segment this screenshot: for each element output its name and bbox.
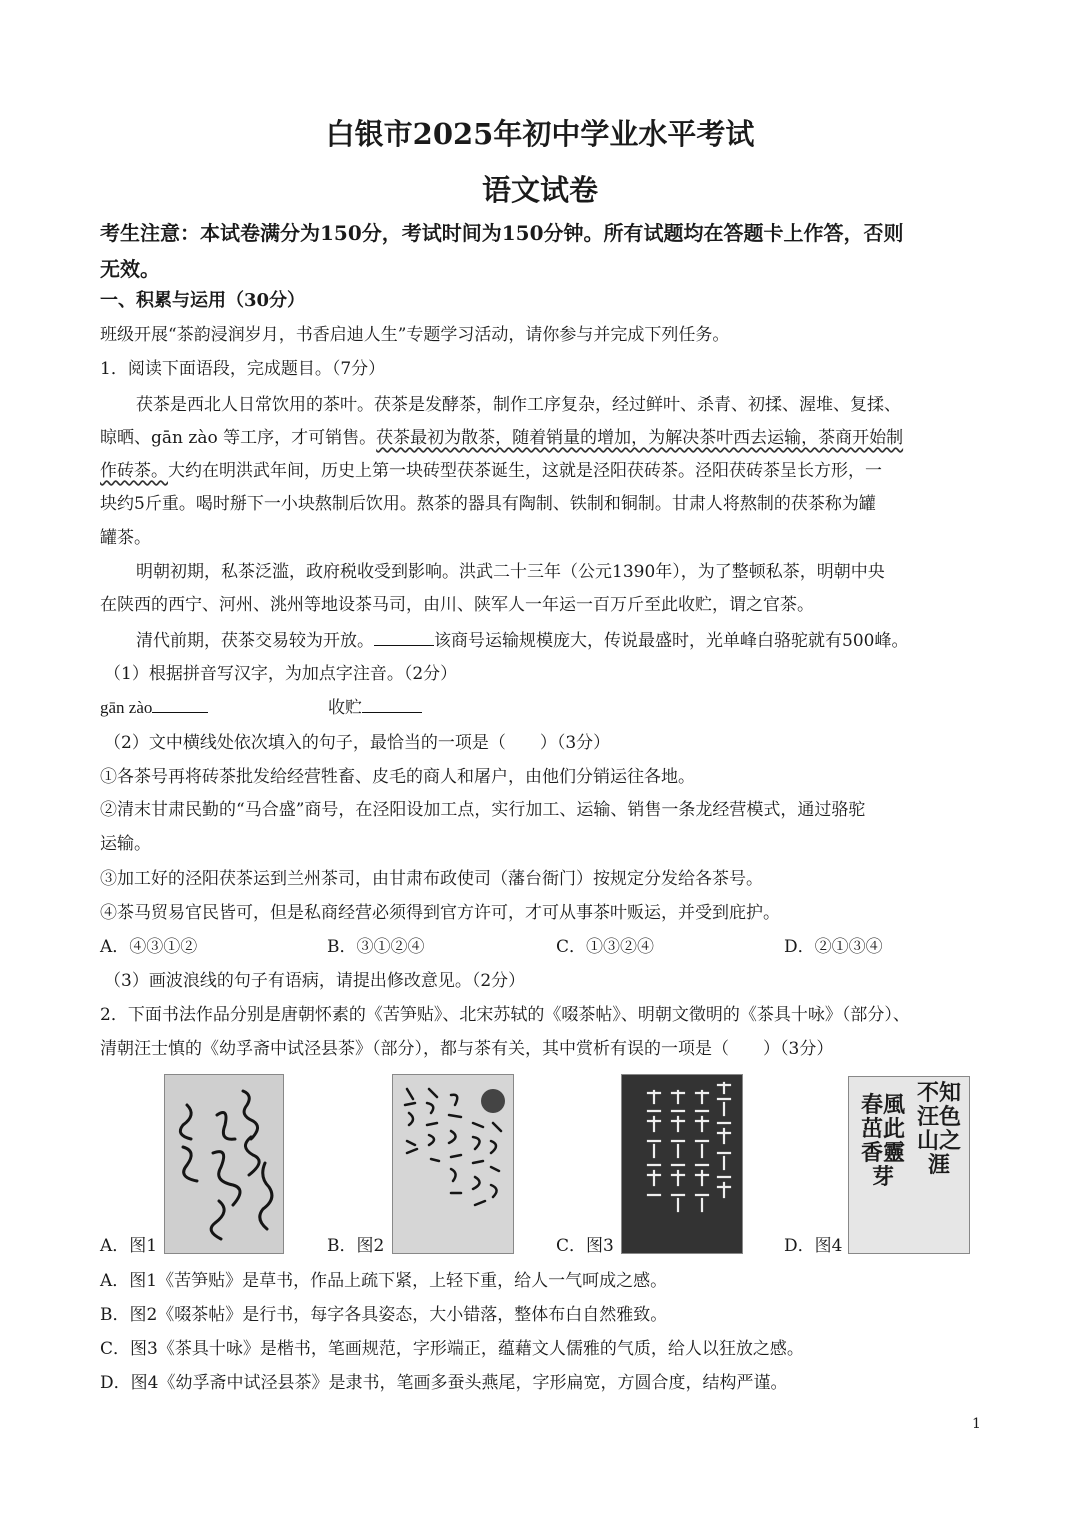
exam-subtitle: 语文试卷 [481,173,598,207]
passage-text: 晾晒、gān zào 等工序，才可销售。 [100,428,377,448]
answer-line-2 [328,694,422,721]
calligraphy-figure-3 [621,1074,743,1254]
wavy-sentence: 茯茶最初为散茶，随着销量的增加，为解决茶叶西去运输，茶商开始制 [376,428,904,448]
cursive-brush-strokes [165,1075,283,1253]
section-heading: 一、积累与运用（30分） [100,290,306,311]
figure-label-3: C．图3 [556,1236,614,1256]
question-1-2: （2）文中横线处依次填入的句子，最恰当的一项是（ ）（3分） [104,733,611,753]
q1-2-option-a: A．④③①② [100,937,198,957]
question-1-3: （3）画波浪线的句子有语病，请提出修改意见。（2分） [104,971,526,991]
q2-option-d: D．图4《幼孚斋中试泾县茶》是隶书，笔画多蚕头燕尾，字形扁宽，方圆合度，结构严谨。 [100,1373,788,1393]
clerical-text-column-1: 不知汪色山之涯 [916,1080,961,1178]
pinyin-label: gān zào [100,698,153,717]
page-number: 1 [972,1416,981,1432]
calligraphy-figure-1 [164,1074,284,1254]
exam-title: 白银市2025年初中学业水平考试 [325,117,755,151]
clerical-text-column-2: 春風茁此香靈芽 [860,1092,905,1190]
figure-label-2: B．图2 [327,1236,385,1256]
notice-line-1: 考生注意：本试卷满分为150分，考试时间为150分钟。所有试题均在答题卡上作答，否则 [100,221,904,245]
question-1-1: （1）根据拼音写汉字，为加点字注音。（2分） [104,664,458,684]
passage-text: 大约在明洪武年间，历史上第一块砖型茯茶诞生，这就是泾阳茯砖茶。泾阳茯砖茶呈长方形，一 [168,461,882,481]
passage-p3 [136,627,908,654]
passage-p2-line-1: 明朝初期，私茶泛滥，政府税收受到影响。洪武二十三年（公元1390年），为了整顿私茶，明朝中央 [136,562,885,582]
answer-blank-2 [362,694,422,713]
activity-intro: 班级开展“茶韵浸润岁月，书香启迪人生”专题学习活动，请你参与并完成下列任务。 [100,325,730,345]
figure-label-1: A．图1 [100,1236,158,1256]
question-2-line-1: 2．下面书法作品分别是唐朝怀素的《苦笋贴》、北宋苏轼的《啜茶帖》、明朝文徵明的《茶具十咏》（部分）、 [100,1005,910,1025]
q2-option-a: A．图1《苦笋贴》是草书，作品上疏下紧，上轻下重，给人一气呵成之感。 [100,1271,668,1291]
calligraphy-figure-4 [848,1076,970,1254]
shouzhu-label: 收贮 [328,698,362,718]
answer-line-1 [100,694,208,721]
passage-p1-line-5: 罐茶。 [100,528,151,548]
question-1-stem: 1．阅读下面语段，完成题目。（7分） [100,359,386,379]
wavy-sentence-end: 作砖茶。 [100,461,168,481]
passage-p1-line-3 [100,458,882,484]
answer-blank-1 [152,694,208,713]
regular-script-strokes [622,1075,742,1253]
question-2-line-2: 清朝汪士慎的《幼孚斋中试泾县茶》（部分），都与茶有关，其中赏析有误的一项是（ ）（3分） [100,1039,834,1059]
passage-p1-line-1: 茯茶是西北人日常饮用的茶叶。茯茶是发酵茶，制作工序复杂，经过鲜叶、杀青、初揉、渥堆、复揉、 [136,395,901,415]
q2-option-b: B．图2《啜茶帖》是行书，每字各具姿态，大小错落，整体布白自然雅致。 [100,1305,668,1325]
sentence-3: ③加工好的泾阳茯茶运到兰州茶司，由甘肃布政使司（藩台衙门）按规定分发给各茶号。 [100,869,763,889]
passage-p1-line-2 [100,425,903,451]
fill-blank [374,627,434,646]
sentence-1: ①各茶号再将砖茶批发给经营牲畜、皮毛的商人和屠户，由他们分销运往各地。 [100,767,695,787]
sentence-4: ④茶马贸易官民皆可，但是私商经营必须得到官方许可，才可从事茶叶贩运，并受到庇护。 [100,903,780,923]
calligraphy-figure-2 [392,1074,514,1254]
sentence-2-line-2: 运输。 [100,834,151,854]
passage-p1-line-4: 块约5斤重。喝时掰下一小块熬制后饮用。熬茶的器具有陶制、铁制和铜制。甘肃人将熬制的茯茶称为罐 [100,494,876,514]
q1-2-option-c: C．①③②④ [556,937,655,957]
notice-line-2: 无效。 [100,257,160,281]
q1-2-option-d: D．②①③④ [784,937,883,957]
q2-option-c: C．图3《茶具十咏》是楷书，笔画规范，字形端正，蕴藉文人儒雅的气质，给人以狂放之感。 [100,1339,804,1359]
figure-label-4: D．图4 [784,1236,843,1256]
passage-p2-line-2: 在陕西的西宁、河州、洮州等地设茶马司，由川、陕军人一年运一百万斤至此收贮，谓之官茶。 [100,595,814,615]
q1-2-option-b: B．③①②④ [327,937,425,957]
sentence-2-line-1: ②清末甘肃民勤的“马合盛”商号，在泾阳设加工点，实行加工、运输、销售一条龙经营模式，通过骆驼 [100,800,866,820]
passage-text: 清代前期，茯茶交易较为开放。 [136,631,374,651]
running-script-strokes [393,1075,513,1253]
passage-text: 该商号运输规模庞大，传说最盛时，光单峰白骆驼就有500峰。 [434,631,909,651]
